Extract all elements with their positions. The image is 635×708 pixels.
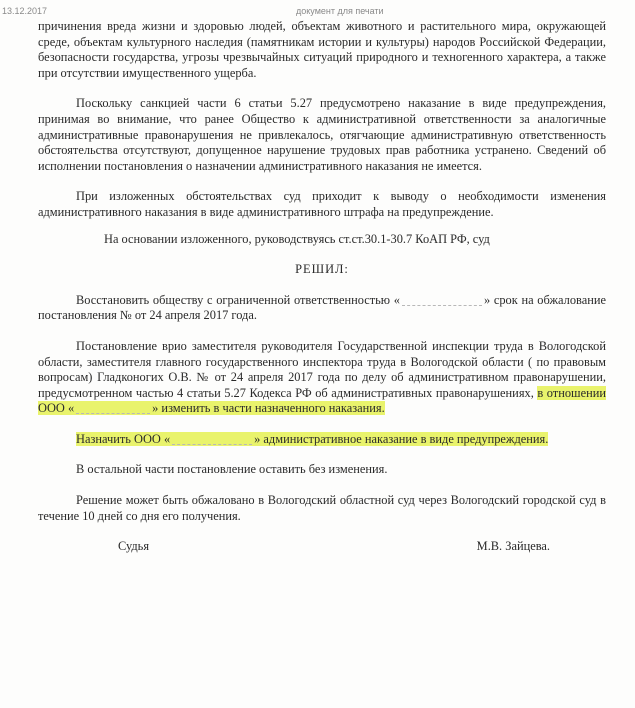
amend-text: Постановление врио заместителя руководителя Государственной инспекции труда в Вологодской области, заместителя главного государственного инспектора труда в Вологодской области ( по правовым вопросам) Гладконогих О.В. № от 24 апреля 2017 года по делу об административном правонарушении, предусмотренном частью 4 статьи 5.27 Кодекса РФ об административных правонарушениях, bbox=[38, 338, 606, 400]
judge-role: Судья bbox=[118, 539, 150, 554]
print-header bbox=[0, 6, 635, 20]
paragraph-legal-basis: На основании изложенного, руководствуясь ст.ст.30.1-30.7 КоАП РФ, суд bbox=[104, 231, 490, 246]
assign-text-start: Назначить ООО « bbox=[76, 431, 171, 446]
restore-text-end: » срок на обжалование постановления № от 24 апреля 2017 года. bbox=[38, 292, 606, 323]
highlight-assign-warning bbox=[76, 432, 548, 446]
restore-text-start: Восстановить обществу с ограниченной ответственностью « bbox=[76, 292, 400, 307]
judge-name: М.В. Зайцева. bbox=[476, 539, 550, 554]
paragraph-liability-conditions: причинения вреда жизни и здоровью людей, объектам животного и растительного мира, окружающей среде, объектам культурного наследия (памятникам истории и культуры) народов Российской Федерации, безопасности государства, угрозы чрезвычайных ситуаций природного и техногенного характера, а также при отсутствии имущественного ущерба. bbox=[38, 19, 606, 80]
redacted-company-name bbox=[76, 404, 150, 414]
document-body bbox=[38, 19, 606, 557]
signature-block bbox=[38, 539, 606, 557]
highlight-text-start: в отношении ООО « bbox=[38, 385, 606, 416]
print-title: документ для печати bbox=[296, 6, 384, 16]
paragraph-court-conclusion: При изложенных обстоятельствах суд приходит к выводу о необходимости изменения административного наказания в виде административного штрафа на предупреждение. bbox=[38, 189, 606, 219]
paragraph-appeal-notice: Решение может быть обжаловано в Вологодский областной суд через Вологодский городской суд в течение 10 дней со дня его получения. bbox=[38, 493, 606, 523]
paragraph-sanction-reasoning: Поскольку санкцией части 6 статьи 5.27 предусмотрено наказание в виде предупреждения, принимая во внимание, что ранее Общество к административной ответственности за аналогичные административные правонарушения не привлекалось, отягчающие административную ответственность обстоятельства отсутствуют, допущенное нарушение трудовых прав работника устранено. Сведений об исполнении постановления о назначении административного наказания не имеется. bbox=[38, 96, 606, 173]
assign-text-end: » административное наказание в виде предупреждения. bbox=[254, 431, 549, 446]
redacted-company-name bbox=[172, 435, 252, 445]
print-date: 13.12.2017 bbox=[2, 6, 48, 16]
paragraph-rest-unchanged: В остальной части постановление оставить без изменения. bbox=[76, 462, 388, 477]
decided-heading: РЕШИЛ: bbox=[295, 262, 349, 277]
highlight-text-end: » изменить в части назначенного наказания. bbox=[152, 401, 385, 416]
paragraph-restore-deadline bbox=[38, 293, 606, 324]
paragraph-assign-warning bbox=[38, 432, 606, 448]
redacted-company-name bbox=[402, 296, 482, 306]
paragraph-amend-ruling bbox=[38, 339, 606, 417]
